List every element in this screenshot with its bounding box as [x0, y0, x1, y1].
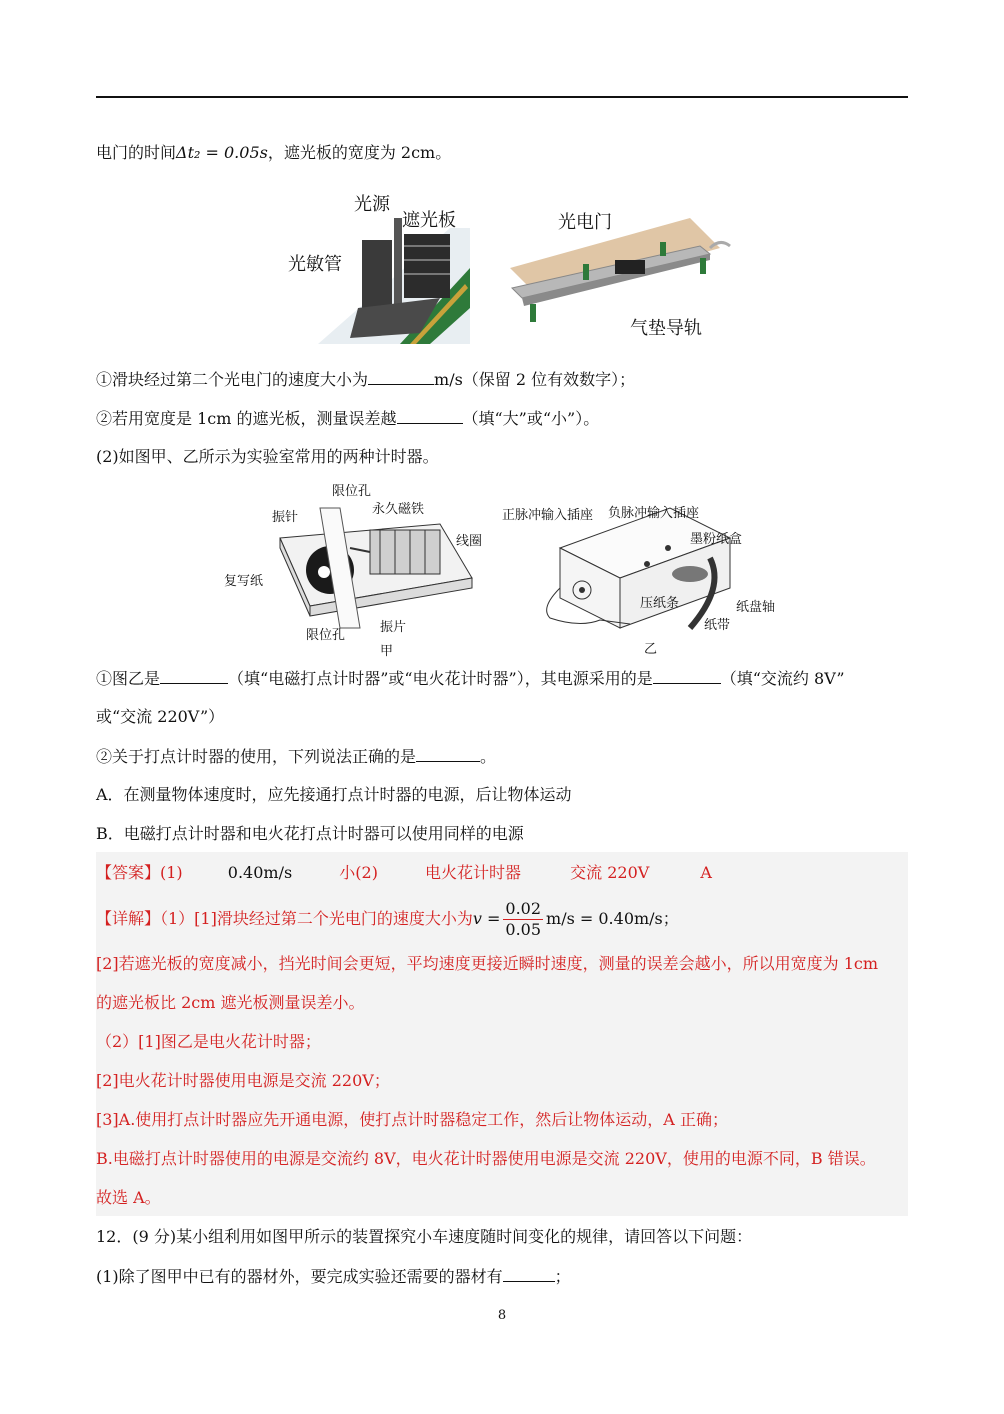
label-air-track: 气垫导轨: [630, 318, 702, 339]
label-photo-tube: 光敏管: [288, 254, 342, 275]
q1-part2: [96, 407, 599, 430]
label-limit-hole-bottom: 限位孔: [306, 628, 346, 643]
q2-part1-b: （填“电磁打点计时器”或“电火花计时器”），其电源采用的是: [228, 669, 653, 688]
q12-line-2-text: (1)除了图甲中已有的器材外，要完成实验还需要的器材有: [96, 1267, 503, 1286]
label-carbon-paper: 复写纸: [224, 574, 264, 589]
q2-part1-d: 或“交流 220V”）: [96, 707, 225, 726]
answer-value-2: 小(2): [339, 863, 378, 882]
label-coil: 线圈: [456, 534, 483, 549]
fraction-denominator: 0.05: [505, 920, 542, 939]
top-text-line: [96, 142, 451, 164]
label-vibrator: 振片: [380, 620, 407, 635]
detail-line-4: （2）[1]图乙是电火花计时器；: [96, 1032, 321, 1051]
q1-part1-suffix: m/s（保留 2 位有效数字）；: [434, 370, 636, 389]
answer-value-1: 0.40m/s: [227, 863, 293, 882]
answer-value-5: A: [700, 863, 712, 882]
caption-yi: 乙: [644, 642, 658, 657]
header-rule: [96, 96, 908, 98]
detail-line-2: [2]若遮光板的宽度减小，挡光时间会更短，平均速度更接近瞬时速度，测量的误差会越小，所以用宽度为 1cm: [96, 954, 879, 973]
detail-line-7: B.电磁打点计时器使用的电源是交流约 8V，电火花计时器使用电源是交流 220V，使用的电源不同，B 错误。: [96, 1149, 876, 1168]
answer-line: [96, 862, 712, 884]
label-light-source: 光源: [354, 194, 390, 215]
fraction-numerator: 0.02: [505, 899, 542, 918]
caption-jia: 甲: [380, 644, 394, 659]
q12-line-1: 12．(9 分)某小组利用如图甲所示的装置探究小车速度随时间变化的规律，请回答以下问题：: [96, 1227, 753, 1246]
detail-line-1-text: 【详解】（1）[1]滑块经过第二个光电门的速度大小为: [96, 909, 473, 928]
label-press-strip: 压纸条: [640, 596, 680, 611]
answer-value-3: 电火花计时器: [425, 863, 522, 882]
q2-part1: [96, 667, 845, 690]
q2-part2: [96, 745, 496, 768]
q2-intro: (2)如图甲、乙所示为实验室常用的两种计时器。: [96, 447, 439, 466]
answer-blank[interactable]: [397, 407, 463, 424]
label-limit-hole-top: 限位孔: [332, 484, 372, 499]
q1-part1: [96, 368, 635, 391]
q1-part2-suffix: （填“大”或“小”）。: [462, 409, 600, 428]
q12-line-2-suffix: ；: [554, 1267, 571, 1286]
detail-line-8: 故选 A。: [96, 1188, 161, 1207]
detail-line-3: 的遮光板比 2cm 遮光板测量误差小。: [96, 993, 365, 1012]
label-neg-socket: 负脉冲输入插座: [608, 506, 700, 521]
velocity-fraction: [503, 899, 543, 940]
figure-photogate: [280, 188, 740, 344]
q12-line-2: [96, 1265, 571, 1288]
q2-part2-text: ②关于打点计时器的使用，下列说法正确的是: [96, 747, 417, 766]
detail-line-6: [3]A.使用打点计时器应先开通电源，使打点计时器稳定工作，然后让物体运动，A 正确；: [96, 1110, 728, 1129]
top-text-prefix: 电门的时间: [96, 143, 177, 162]
q1-part1-text: ①滑块经过第二个光电门的速度大小为: [96, 370, 369, 389]
option-b: B．电磁打点计时器和电火花打点计时器可以使用同样的电源: [96, 824, 524, 843]
q2-part2-suffix: 。: [480, 747, 497, 766]
q1-part2-text: ②若用宽度是 1cm 的遮光板，测量误差越: [96, 409, 397, 428]
q2-part1-c: （填“交流约 8V”: [720, 669, 845, 688]
answer-blank[interactable]: [503, 1265, 555, 1282]
top-text-suffix: ，遮光板的宽度为 2cm。: [267, 143, 452, 162]
velocity-result: m/s = 0.40m/s；: [546, 909, 679, 928]
figure-timers: [220, 478, 790, 658]
option-a: A．在测量物体速度时，应先接通打点计时器的电源，后让物体运动: [96, 785, 572, 804]
page-number: 8: [497, 1308, 507, 1323]
answer-tag: 【答案】(1): [96, 863, 183, 882]
q2-part1-a: ①图乙是: [96, 669, 161, 688]
answer-value-4: 交流 220V: [570, 863, 650, 882]
label-ink-box: 墨粉纸盒: [690, 532, 743, 547]
label-photogate: 光电门: [558, 212, 612, 233]
detail-line-1: [96, 898, 679, 940]
label-needle: 振针: [272, 510, 299, 525]
answer-blank[interactable]: [160, 667, 228, 684]
answer-blank[interactable]: [653, 667, 721, 684]
answer-blank[interactable]: [368, 368, 434, 385]
label-magnet: 永久磁铁: [372, 502, 425, 517]
label-disc-axis: 纸盘轴: [736, 600, 776, 615]
label-pos-socket: 正脉冲输入插座: [502, 508, 594, 523]
label-shade: 遮光板: [402, 210, 456, 231]
detail-line-5: [2]电火花计时器使用电源是交流 220V；: [96, 1071, 390, 1090]
velocity-symbol: v =: [472, 909, 501, 928]
answer-blank[interactable]: [416, 745, 480, 762]
label-tape: 纸带: [704, 618, 731, 633]
time-formula: Δt₂ = 0.05s: [176, 143, 268, 162]
